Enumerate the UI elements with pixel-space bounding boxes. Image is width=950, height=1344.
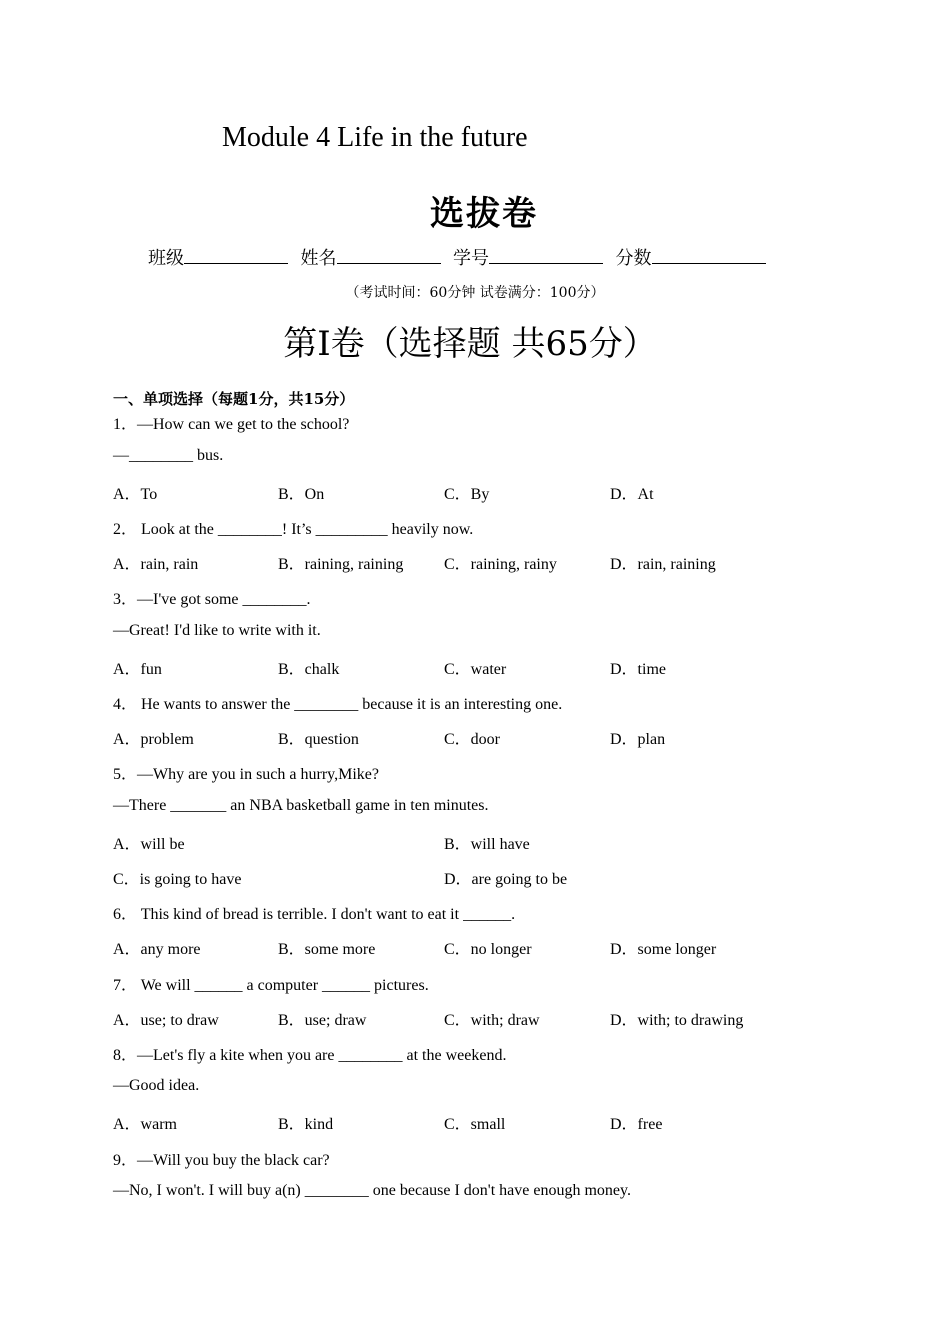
q8-option-d[interactable]: D．free — [610, 1116, 663, 1133]
name-blank[interactable] — [337, 247, 441, 264]
paper-title: 选拔卷 — [430, 194, 538, 234]
q7-option-a[interactable]: A．use; to draw — [113, 1012, 219, 1029]
id-blank[interactable] — [489, 247, 603, 264]
question-4-stem: 4． He wants to answer the ________ because it is an interesting one. — [113, 696, 563, 713]
part-heading: 一、单项选择（每题1分，共15分） — [113, 390, 355, 408]
q4-option-d[interactable]: D．plan — [610, 731, 666, 748]
question-7-stem: 7． We will ______ a computer ______ pictures. — [113, 977, 429, 994]
q2-option-b[interactable]: B．raining, raining — [278, 556, 404, 573]
q6-option-b[interactable]: B．some more — [278, 941, 376, 958]
q5-option-c[interactable]: C．is going to have — [113, 871, 242, 888]
student-info-row — [148, 244, 774, 270]
id-label: 学号 — [453, 248, 489, 269]
module-title: Module 4 Life in the future — [222, 122, 528, 153]
q1-option-d[interactable]: D．At — [610, 486, 654, 503]
name-label: 姓名 — [300, 248, 337, 269]
q1-option-b[interactable]: B．On — [278, 486, 325, 503]
q1-option-a[interactable]: A．To — [113, 486, 158, 503]
q4-option-a[interactable]: A．problem — [113, 731, 194, 748]
question-9-response: —No, I won't. I will buy a(n) ________ one because I don't have enough money. — [113, 1182, 631, 1199]
score-label: 分数 — [615, 248, 652, 269]
q7-option-b[interactable]: B．use; draw — [278, 1012, 367, 1029]
question-8-stem: 8．—Let's fly a kite when you are ________ at the weekend. — [113, 1047, 507, 1064]
q6-option-d[interactable]: D．some longer — [610, 941, 717, 958]
q4-option-b[interactable]: B．question — [278, 731, 359, 748]
q1-option-c[interactable]: C．By — [444, 486, 490, 503]
class-label: 班级 — [148, 248, 184, 269]
class-blank[interactable] — [184, 247, 288, 264]
q2-option-d[interactable]: D．rain, raining — [610, 556, 716, 573]
question-2-stem: 2． Look at the ________! It’s _________ heavily now. — [113, 521, 474, 538]
q8-option-a[interactable]: A．warm — [113, 1116, 177, 1133]
question-3-stem: 3．—I've got some ________. — [113, 591, 311, 608]
q5-option-a[interactable]: A．will be — [113, 836, 185, 853]
q6-option-c[interactable]: C．no longer — [444, 941, 532, 958]
q6-option-a[interactable]: A．any more — [113, 941, 201, 958]
q3-option-c[interactable]: C．water — [444, 661, 507, 678]
question-1-response: —________ bus. — [113, 447, 224, 464]
question-1-stem: 1．—How can we get to the school? — [113, 416, 350, 433]
q5-option-b[interactable]: B．will have — [444, 836, 530, 853]
question-5-response: —There _______ an NBA basketball game in ten minutes. — [113, 797, 489, 814]
q8-option-c[interactable]: C．small — [444, 1116, 506, 1133]
exam-time-note: （考试时间：60分钟 试卷满分：100分） — [345, 285, 605, 301]
q7-option-d[interactable]: D．with; to drawing — [610, 1012, 744, 1029]
q5-option-d[interactable]: D．are going to be — [444, 871, 568, 888]
score-blank[interactable] — [652, 247, 766, 264]
question-3-response: —Great! I'd like to write with it. — [113, 622, 321, 639]
q3-option-d[interactable]: D．time — [610, 661, 666, 678]
question-5-stem: 5．—Why are you in such a hurry,Mike? — [113, 766, 380, 783]
q2-option-a[interactable]: A．rain, rain — [113, 556, 199, 573]
q4-option-c[interactable]: C．door — [444, 731, 501, 748]
q3-option-b[interactable]: B．chalk — [278, 661, 340, 678]
q8-option-b[interactable]: B．kind — [278, 1116, 334, 1133]
question-9-stem: 9．—Will you buy the black car? — [113, 1152, 330, 1169]
section-title: 第Ⅰ卷（选择题 共65分） — [283, 324, 657, 364]
q7-option-c[interactable]: C．with; draw — [444, 1012, 540, 1029]
q3-option-a[interactable]: A．fun — [113, 661, 162, 678]
question-8-response: —Good idea. — [113, 1077, 200, 1094]
question-6-stem: 6． This kind of bread is terrible. I don't want to eat it ______. — [113, 906, 516, 923]
q2-option-c[interactable]: C．raining, rainy — [444, 556, 557, 573]
